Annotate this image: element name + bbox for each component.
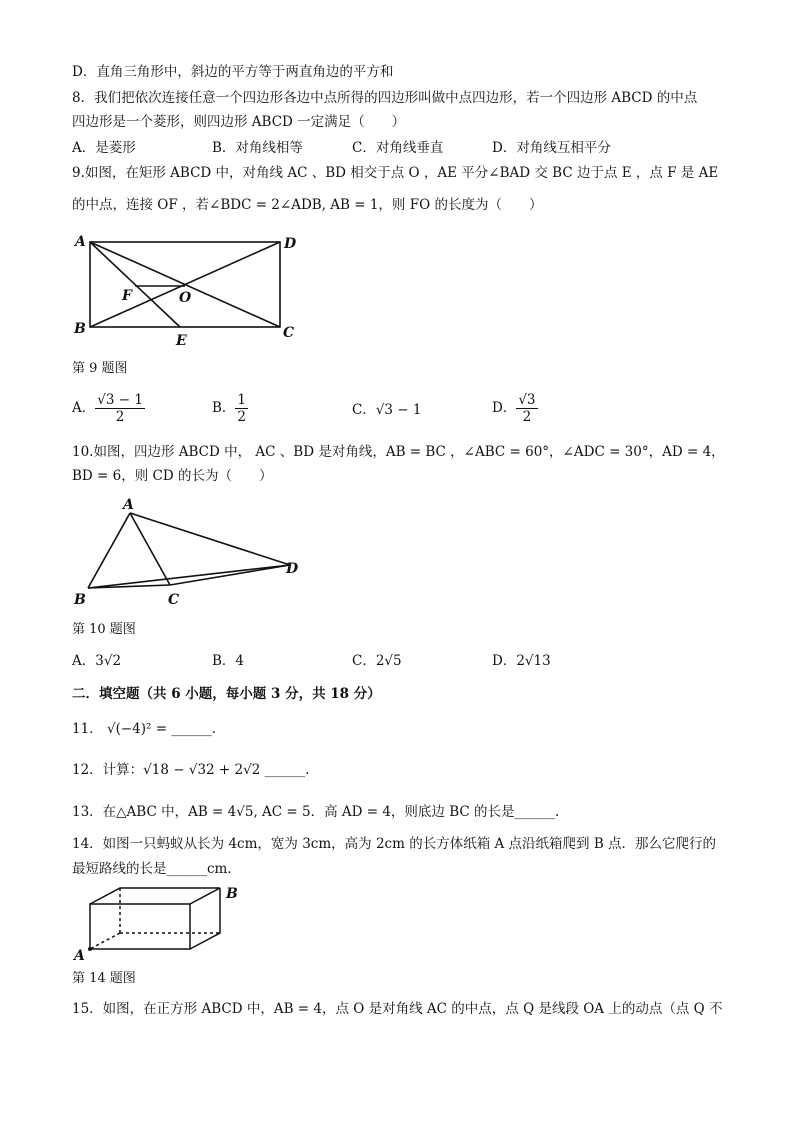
q14-stem-line1: 14．如图一只蚂蚁从长为 4cm，宽为 3cm，高为 2cm 的长方体纸箱 A 点沿纸箱爬到 B 点．那么它爬行的 — [72, 836, 717, 852]
q10-option-c: C．2√5 — [352, 653, 402, 669]
q12-stem: 12．计算：√18 − √32 + 2√2 ______. — [72, 762, 310, 778]
q11-stem: 11． √(−4)² = ______. — [72, 721, 217, 737]
q14-caption: 第 14 题图 — [72, 971, 136, 986]
q13-stem: 13．在△ABC 中，AB = 4√5, AC = 5．高 AD = 4，则底边 BC 的长是______. — [72, 804, 560, 820]
side-cd — [170, 565, 290, 585]
q8-option-c: C．对角线垂直 — [352, 140, 444, 156]
diagonal-bd — [88, 565, 290, 588]
q8-option-a: A．是菱形 — [72, 140, 136, 156]
q8-option-b: B．对角线相等 — [212, 140, 303, 156]
q14-figure-cuboid — [70, 882, 260, 962]
label-o: O — [179, 290, 192, 306]
label-c: C — [283, 325, 295, 341]
q10-figure-quadrilateral — [70, 495, 310, 610]
q9-stem-line1: 9.如图，在矩形 ABCD 中，对角线 AC 、BD 相交于点 O ，AE 平分∠BAD 交 BC 边于点 E ，点 F 是 AE — [72, 165, 719, 181]
label-b: B — [226, 886, 238, 902]
q9-option-d: D． $\frac{√3}{2}$ — [492, 392, 536, 425]
q9-option-c: C．√3 − 1 — [352, 402, 422, 418]
q10-stem-line2: BD = 6，则 CD 的长为（ ） — [72, 468, 273, 484]
q9-option-a: A． $\frac{√3 - 1}{2}$ — [72, 392, 143, 425]
q8-stem-line2: 四边形是一个菱形，则四边形 ABCD 一定满足（ ） — [72, 114, 406, 130]
q9-stem-line2: 的中点，连接 OF ，若∠BDC = 2∠ADB, AB = 1，则 FO 的长度为（ ） — [72, 197, 543, 213]
label-a: A — [74, 948, 85, 964]
label-b: B — [74, 321, 86, 337]
segment-ae — [90, 242, 180, 327]
q9-option-b: B． $\frac{1}{2}$ — [212, 392, 247, 425]
q8-option-d: D．对角线互相平分 — [492, 140, 611, 156]
side-ab — [88, 513, 130, 588]
hidden-edges — [90, 888, 220, 949]
q14-stem-line2: 最短路线的长是______cm． — [72, 861, 241, 877]
q8-stem-line1: 8．我们把依次连接任意一个四边形各边中点所得的四边形叫做中点四边形，若一个四边形 ABCD 的中点 — [72, 90, 698, 106]
q15-stem-line1: 15．如图，在正方形 ABCD 中，AB = 4，点 O 是对角线 AC 的中点，点 Q 是线段 OA 上的动点（点 Q 不 — [72, 1001, 723, 1017]
label-d: D — [286, 561, 299, 577]
q10-option-b: B．4 — [212, 653, 245, 669]
section-title-fill-in: 二．填空题（共 6 小题，每小题 3 分，共 18 分） — [72, 686, 381, 702]
label-d: D — [284, 236, 297, 252]
q10-option-a: A．3√2 — [72, 653, 122, 669]
q9-caption: 第 9 题图 — [72, 361, 128, 376]
top-face — [90, 888, 220, 904]
q10-stem-line1: 10.如图，四边形 ABCD 中， AC 、BD 是对角线，AB = BC ，∠ABC = 60°，∠ADC = 30°，AD = 4， — [72, 444, 725, 460]
q9-figure-rectangle — [70, 230, 310, 350]
q7-option-d: D．直角三角形中，斜边的平方等于两直角边的平方和 — [72, 64, 394, 80]
label-f: F — [122, 288, 132, 304]
q10-caption: 第 10 题图 — [72, 622, 136, 637]
label-a: A — [75, 234, 86, 250]
point-a — [88, 947, 92, 951]
label-e: E — [176, 333, 187, 349]
label-b: B — [74, 592, 86, 608]
label-a: A — [123, 497, 134, 513]
right-face — [190, 888, 220, 949]
q10-option-d: D．2√13 — [492, 653, 551, 669]
label-c: C — [168, 592, 180, 608]
front-face — [90, 904, 190, 949]
